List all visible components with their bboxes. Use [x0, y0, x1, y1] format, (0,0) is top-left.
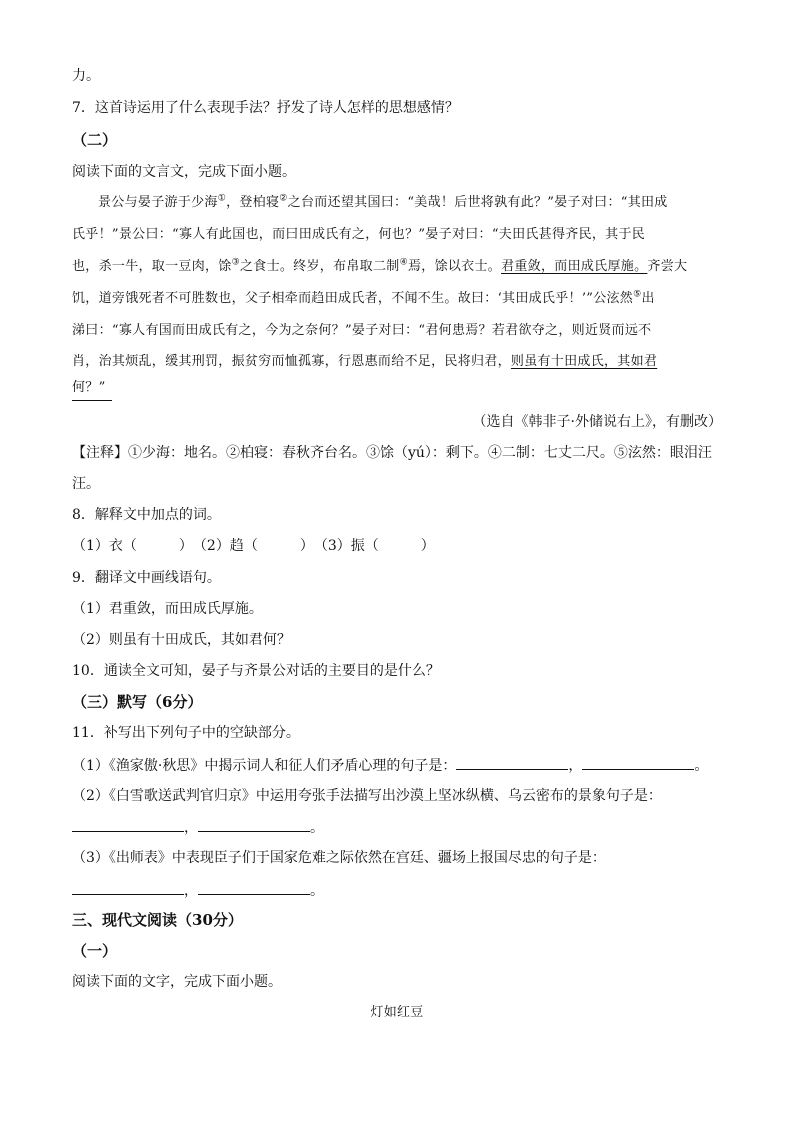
note-mark: ② — [279, 193, 288, 204]
underlined-sentence-2-end: 何？” — [72, 378, 112, 401]
note-mark: ① — [217, 193, 227, 204]
notes: 【注释】①少海：地名。②柏寝：春秋齐台名。③馀（yú）：剩下。④二制：七丈二尺。⑤泫然：眼泪汪 — [72, 445, 712, 461]
question-11-1-text: （1）《渔家傲·秋思》中揭示词人和征人们矛盾心理的句子是： — [72, 758, 457, 774]
underlined-sentence-2: 则虽有十田成氏，其如君 — [510, 354, 658, 369]
passage-text: 出 — [641, 291, 655, 306]
passage-text: 之台而还望其国曰：“美哉！后世将孰有此？”晏子对曰：“其田成 — [287, 195, 668, 210]
question-8-items: （1）衣（ ） （2）趋（ ） （3）振（ ） — [72, 538, 435, 554]
part-3-subsection: （一） — [72, 942, 118, 960]
passage-text: 也，杀一牛，取一豆肉，馀 — [72, 259, 232, 274]
question-9-part-2: （2）则虽有十田成氏，其如君何？ — [72, 632, 291, 648]
passage-text: 氏乎！”景公曰：“寡人有此国也，而曰田成氏有之，何也？”晏子对曰：“夫田氏甚得齐民，其于民 — [72, 227, 646, 242]
question-11-part-3-blanks — [72, 879, 722, 901]
question-7: 7．这首诗运用了什么表现手法？抒发了诗人怎样的思想感情？ — [72, 100, 459, 116]
article-title: 灯如红豆 — [370, 1005, 424, 1020]
answer-blank[interactable] — [72, 816, 184, 832]
answer-blank[interactable] — [198, 879, 310, 895]
note-mark: ⑤ — [633, 289, 642, 300]
comma: ， — [568, 758, 583, 774]
part-3-title: 三、现代文阅读（30分） — [72, 911, 243, 929]
question-10: 10．通读全文可知，晏子与齐景公对话的主要目的是什么？ — [72, 663, 440, 679]
question-11-part-3: （3）《出师表》中表现臣子们于国家危难之际依然在宫廷、疆场上报国尽忠的句子是： — [72, 850, 606, 866]
notes-continued: 汪。 — [72, 476, 100, 492]
question-11-part-2-blanks — [72, 816, 722, 838]
source-citation: （选自《韩非子·外储说右上》，有删改） — [472, 414, 722, 430]
answer-blank[interactable] — [456, 754, 568, 770]
period: 。 — [310, 883, 324, 899]
passage-text: 齐尝大 — [647, 259, 688, 274]
comma: ， — [184, 883, 198, 899]
answer-blank[interactable] — [582, 754, 694, 770]
passage-text: 景公与晏子游于少海 — [98, 195, 218, 210]
question-11-part-2: （2）《白雪歌送武判官归京》中运用夸张手法描写出沙漠上坚冰纵横、乌云密布的景象句子是： — [72, 788, 662, 804]
question-8: 8．解释文中加点的词。 — [72, 507, 221, 523]
passage-text: 饥，道旁饿死者不可胜数也，父子相牵而趋田成氏者，不闻不生。故曰：‘其田成氏乎！’”公泫然 — [72, 291, 634, 306]
passage-text: 之食士。终岁，布帛取二制 — [239, 259, 400, 274]
note-mark: ③ — [231, 257, 240, 268]
period: 。 — [310, 820, 324, 836]
passage-text: 焉，馀以衣士。 — [407, 259, 502, 274]
section-2-intro: 阅读下面的文言文，完成下面小题。 — [72, 164, 296, 180]
question-9-part-1: （1）君重敛，而田成氏厚施。 — [72, 601, 263, 617]
underlined-sentence-1: 君重敛，而田成氏厚施。 — [501, 259, 648, 274]
passage-text: 肖，治其烦乱，缓其刑罚，振贫穷而恤孤寡，行恩惠而给不足，民将归君， — [72, 354, 511, 369]
section-3-title: （三）默写（6分） — [72, 693, 203, 711]
answer-blank[interactable] — [198, 816, 310, 832]
question-11-part-1 — [72, 754, 722, 776]
period: 。 — [694, 758, 709, 774]
question-9: 9．翻译文中画线语句。 — [72, 570, 221, 586]
part-3-intro: 阅读下面的文字，完成下面小题。 — [72, 974, 282, 990]
note-mark: ④ — [399, 257, 408, 268]
section-2-title: （二） — [72, 131, 118, 149]
answer-blank[interactable] — [72, 879, 184, 895]
previous-answer-tail: 力。 — [72, 68, 100, 84]
passage-text: ，登柏寝 — [226, 195, 280, 210]
passage-text: 涕曰：“寡人有国而田成氏有之，今为之奈何？”晏子对曰：“君何患焉？若君欲夺之，则近贤而远不 — [72, 323, 652, 338]
comma: ， — [184, 820, 198, 836]
question-11: 11．补写出下列句子中的空缺部分。 — [72, 725, 300, 741]
